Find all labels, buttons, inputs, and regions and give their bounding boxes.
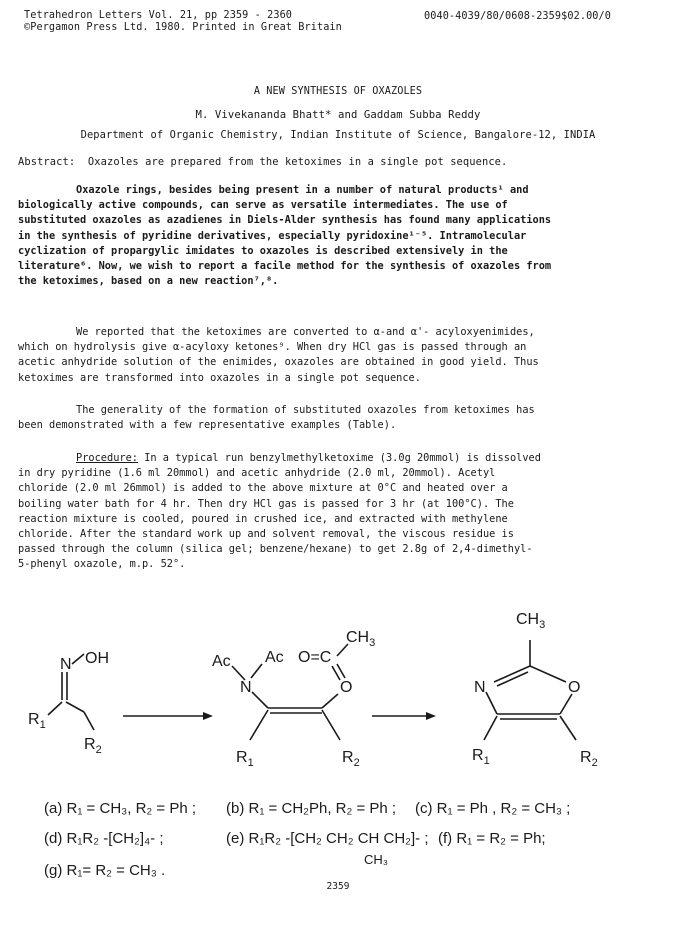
enimide-ac-left: Ac [212, 653, 231, 670]
enimide-ac-right: Ac [265, 649, 284, 666]
oxazole-ch3-label: $CH_3$ [516, 612, 546, 631]
journal-citation: Tetrahedron Letters Vol. 21, pp 2359 - 2360 [24, 10, 293, 21]
enimide-n-label: N [240, 679, 252, 696]
oxazole-n-label: N [474, 679, 486, 696]
example-c: (c) R₁ = Ph , R₂ = CH₃ ; [415, 800, 571, 817]
paragraph-generality [18, 403, 658, 433]
text-line: 5-phenyl oxazole, m.p. 52°. [18, 558, 186, 571]
enimide-ch3-label: $CH_3$ [346, 629, 376, 649]
text-line: acetic anhydride solution of the enimides, oxazoles are obtained in good yield. Thus [18, 356, 539, 369]
text-line: in the synthesis of pyridine derivatives, especially pyridoxine¹⁻⁵. Intramolecular [18, 229, 527, 242]
affiliation-line: Department of Organic Chemistry, Indian Institute of Science, Bangalore-12, INDIA [80, 129, 596, 141]
enimide-r2-label: $R_2$ [342, 749, 360, 769]
text-line: the ketoximes, based on a new reaction⁷,⁸. [18, 275, 279, 288]
text-line: substituted oxazoles as azadienes in Diels-Alder synthesis has found many applications [18, 214, 552, 227]
oxazole-r1-label: $R_1$ [472, 747, 490, 767]
text-line: biologically active compounds, can serve as versatile intermediates. The use of [18, 199, 508, 212]
oxazole-o-label: O [568, 679, 581, 696]
example-e: (e) R₁R₂ -[CH₂ CH₂ CH CH₂]- ; [226, 830, 429, 847]
text-line: ketoximes are transformed into oxazoles in a single pot sequence. [18, 371, 421, 384]
oxime-n-label: N [60, 656, 72, 673]
text-line: boiling water bath for 4 hr. Then dry HCl gas is passed for 3 hr (at 100°C). The [18, 497, 514, 510]
paragraph-method [18, 325, 658, 386]
example-d: (d) R₁R₂ -[CH₂]₄- ; [44, 830, 164, 847]
text-line: literature⁶. Now, we wish to report a facile method for the synthesis of oxazoles from [18, 260, 552, 273]
procedure-label: Procedure: [76, 452, 138, 464]
oxime-r2-label: $R_2$ [84, 736, 102, 756]
text-line: been demonstrated with a few representative examples (Table). [18, 419, 397, 432]
text-line: chloride. After the standard work up and solvent removal, the viscous residue is [18, 528, 514, 541]
text-line: reaction mixture is cooled, poured in crushed ice, and extracted with methylene [18, 512, 508, 525]
text-line: Procedure: In a typical run benzylmethylketoxime (3.0g 20mmol) is dissolved [76, 452, 541, 464]
author-line: M. Vivekananda Bhatt* and Gaddam Subba Reddy [195, 109, 481, 121]
paragraph-procedure [18, 451, 658, 573]
publisher-line: ©Pergamon Press Ltd. 1980. Printed in Great Britain [24, 22, 342, 33]
reaction-scheme [0, 612, 676, 792]
page-number: 2359 [326, 881, 350, 892]
enimide-oc-label: O=C [298, 649, 332, 666]
paragraph-intro [18, 183, 658, 289]
article-code: 0040-4039/80/0608-2359$02.00/0 [424, 11, 612, 22]
text-line: Oxazole rings, besides being present in a number of natural products¹ and [76, 184, 529, 196]
text-line: which on hydrolysis give α-acyloxy ketones⁹. When dry HCl gas is passed through an [18, 341, 527, 354]
reaction-arrow-1 [123, 712, 213, 720]
oxazole-structure [484, 640, 576, 740]
abstract [18, 156, 507, 168]
article-title: A NEW SYNTHESIS OF OXAZOLES [253, 86, 423, 97]
enimide-o-label: O [340, 679, 353, 696]
enimide-r1-label: $R_1$ [236, 749, 254, 769]
example-b: (b) R₁ = CH₂Ph, R₂ = Ph ; [226, 800, 397, 817]
abstract-text: Oxazoles are prepared from the ketoximes in a single pot sequence. [87, 156, 508, 168]
text-line: chloride (2.0 ml 26mmol) is added to the above mixture at 0°C and heated over a [18, 482, 508, 495]
oxime-oh-label: OH [85, 650, 109, 667]
text-line: in dry pyridine (1.6 ml 20mmol) and acetic anhydride (2.0 ml, 20mmol). Acetyl [18, 467, 496, 480]
text-line: passed through the column (silica gel; benzene/hexane) to get 2.8g of 2,4-dimethyl- [18, 543, 533, 556]
oxime-r1-label: $R_1$ [28, 711, 46, 731]
example-e-methyl: CH₃ [364, 852, 389, 867]
abstract-label: Abstract: [18, 156, 76, 168]
text-line: We reported that the ketoximes are converted to α-and α'- acyloxyenimides, [76, 326, 535, 338]
text-line: The generality of the formation of substituted oxazoles from ketoximes has [76, 404, 535, 416]
example-a: (a) R₁ = CH₃, R₂ = Ph ; [44, 800, 197, 817]
reaction-arrow-2 [372, 712, 436, 720]
text-line: cyclization of propargylic imidates to oxazoles is described extensively in the [18, 244, 508, 257]
example-g: (g) R₁= R₂ = CH₃ . [44, 862, 166, 879]
example-f: (f) R₁ = R₂ = Ph; [438, 830, 546, 847]
oxazole-r2-label: $R_2$ [580, 749, 598, 769]
